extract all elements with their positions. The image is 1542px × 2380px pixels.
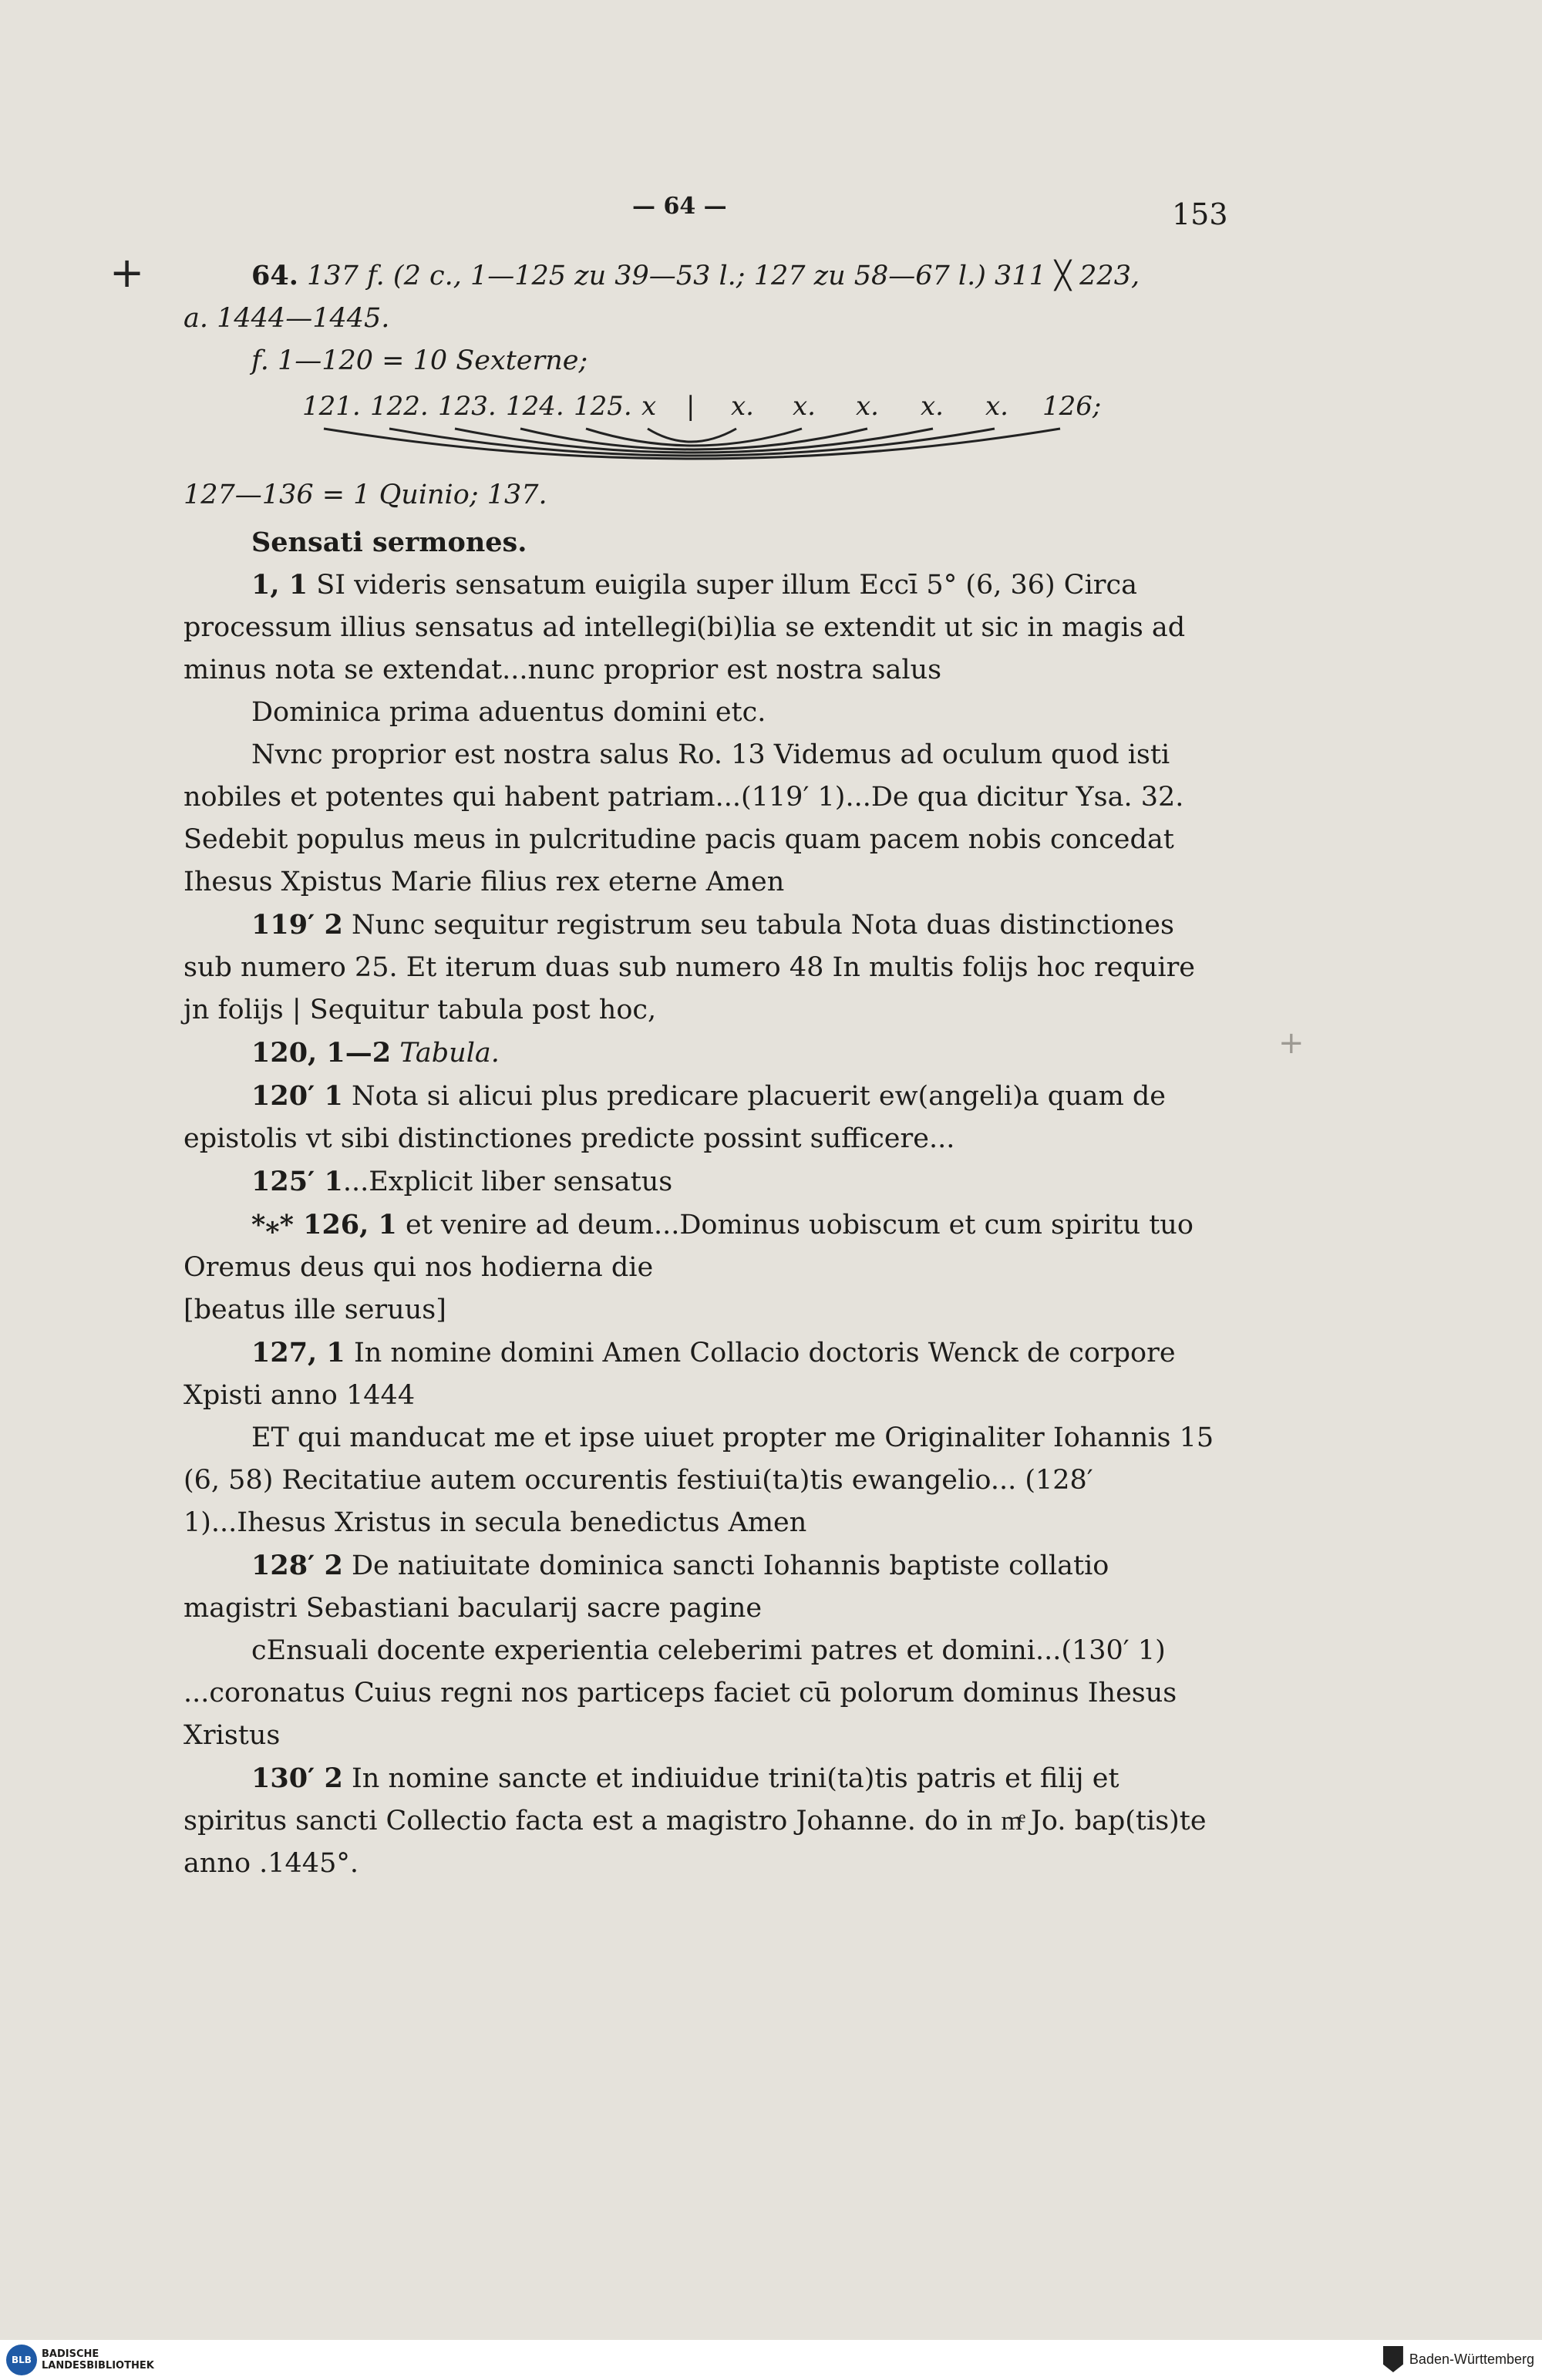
paragraph-text: De natiuitate dominica sancti Iohannis baptiste collatio magistri Sebastiani bacularij sacre pagine <box>183 1550 1109 1624</box>
entry-number: 64. <box>251 260 298 291</box>
paragraph-text: Nvnc proprior est nostra salus Ro. 13 Videmus ad oculum quod isti nobiles et potentes qui habent patriam...(119′ 1)...De qua dicitur Ysa. 32. Sedebit populus meus in pulcritudine pacis quam pacem nobis concedat Ihesus Xpistus Marie filius rex eterne Amen <box>183 739 1184 897</box>
blb-logo-icon: BLB <box>6 2345 37 2375</box>
paragraph-text: Tabula. <box>399 1038 500 1069</box>
paragraph <box>183 1075 1224 1160</box>
page-number: 153 <box>1172 197 1228 231</box>
paragraph <box>183 1203 1224 1289</box>
paragraph-text: ET qui manducat me et ipse uiuet propter me Originaliter Iohannis 15 (6, 58) Recitatiue autem occurentis festiui(ta)tis ewangelio... (128′ 1)...Ihesus Xristus in secula benedictus Amen <box>183 1422 1214 1538</box>
quire-divider: | <box>686 391 695 422</box>
quire-label: 121. <box>302 391 361 422</box>
bw-logo-block[interactable] <box>1383 2346 1534 2372</box>
paragraph <box>183 904 1224 1032</box>
quire-label: x. <box>856 391 879 422</box>
margin-plus-mark-faint: + <box>1278 1025 1305 1061</box>
paragraph <box>183 1757 1224 1885</box>
blb-name-line2: LANDESBIBLIOTHEK <box>42 2360 154 2372</box>
paragraph-ref: 1, 1 <box>251 569 308 601</box>
paragraph-ref: 120, 1—2 <box>251 1037 392 1069</box>
margin-plus-mark: + <box>109 248 145 297</box>
blb-name <box>42 2348 154 2372</box>
paragraph-ref: 127, 1 <box>251 1337 345 1368</box>
section-title: Sensati sermones. <box>251 527 527 558</box>
quire-label: 124. <box>506 391 564 422</box>
bw-label: Baden-Württemberg <box>1409 2351 1534 2367</box>
quire-arc <box>648 429 736 442</box>
quire-label: 122. <box>370 391 429 422</box>
paragraph-ref: 128′ 2 <box>251 1550 343 1581</box>
paragraph <box>183 692 1224 734</box>
entry-date: a. 1444—1445. <box>183 303 390 334</box>
paragraph-text: In nomine domini Amen Collacio doctoris Wenck de corpore Xpisti anno 1444 <box>183 1338 1176 1411</box>
paragraph-text: [beatus ille seruus] <box>183 1294 446 1325</box>
paragraph <box>183 734 1224 904</box>
paragraph-text: In nomine sancte et indiuidue trini(ta)tis patris et filij et spiritus sancti Collectio facta est a magistro Johanne. do in mͤ Jo. bap(tis)te anno .1445°. <box>183 1763 1207 1879</box>
quire-arc <box>324 429 1060 459</box>
paragraph <box>183 564 1224 692</box>
collation-line-1: f. 1—120 = 10 Sexterne; <box>251 345 588 376</box>
paragraph-text: ...Explicit liber sensatus <box>342 1166 673 1197</box>
paragraph-ref: 130′ 2 <box>251 1762 343 1794</box>
quire-label: 123. <box>438 391 497 422</box>
quire-diagram <box>293 384 1103 484</box>
quire-label: 126; <box>1042 391 1102 422</box>
viewer-footer <box>0 2340 1542 2380</box>
paragraph-text: Dominica prima aduentus domini etc. <box>251 697 766 728</box>
paragraph-ref: 120′ 1 <box>251 1080 343 1112</box>
paragraph-text: Nota si alicui plus predicare placuerit ew(angeli)a quam de epistolis vt sibi distinctiones predicte possint sufficere... <box>183 1081 1167 1154</box>
quire-arc <box>586 429 802 446</box>
entry-text <box>183 521 1224 1885</box>
paragraph <box>183 1331 1224 1417</box>
paragraph <box>183 1032 1224 1075</box>
paragraph-text: SI videris sensatum euigila super illum Eccī 5° (6, 36) Circa processum illius sensatus ad intellegi(bi)lia se extendit ut sic in magis ad minus nota se extendat...nunc proprior est nostra salus <box>183 570 1186 685</box>
quire-label: 125. <box>574 391 632 422</box>
quire-label: x. <box>985 391 1008 422</box>
quire-arcs <box>324 429 1060 459</box>
bw-crest-icon <box>1383 2346 1403 2372</box>
blb-name-line1: BADISCHE <box>42 2348 99 2360</box>
quire-label: x <box>641 391 657 422</box>
paragraph-text: cEnsuali docente experientia celeberimi patres et domini...(130′ 1) ...coronatus Cuius regni nos particeps faciet cū polorum dominus Ihesus Xristus <box>183 1635 1177 1751</box>
blb-logo-block[interactable] <box>6 2345 154 2375</box>
quire-label: x. <box>731 391 754 422</box>
paragraph <box>183 1160 1224 1203</box>
paragraph-ref: 119′ 2 <box>251 909 343 941</box>
entry-block <box>183 254 1224 382</box>
paragraph-text: et venire ad deum...Dominus uobiscum et cum spiritu tuo Oremus deus qui nos hodierna die <box>183 1210 1194 1283</box>
paragraph <box>183 1289 1224 1331</box>
paragraph <box>183 1417 1224 1544</box>
paragraph <box>183 1630 1224 1757</box>
paragraph-text: Nunc sequitur registrum seu tabula Nota duas distinctiones sub numero 25. Et iterum duas sub numero 48 In multis folijs hoc require jn folijs | Sequitur tabula post hoc, <box>183 910 1196 1025</box>
paragraph-ref: 125′ 1 <box>251 1166 343 1197</box>
quire-label: x. <box>921 391 944 422</box>
entry-description: 137 f. (2 c., 1—125 zu 39—53 l.; 127 zu 58—67 l.) 311 ╳ 223, <box>307 261 1140 291</box>
paragraph-ref: *⁎* 126, 1 <box>251 1209 397 1240</box>
running-head: — 64 — <box>632 193 727 220</box>
paragraph <box>183 1544 1224 1630</box>
quire-label: x. <box>793 391 816 422</box>
collation-line-2: 127—136 = 1 Quinio; 137. <box>183 480 547 510</box>
